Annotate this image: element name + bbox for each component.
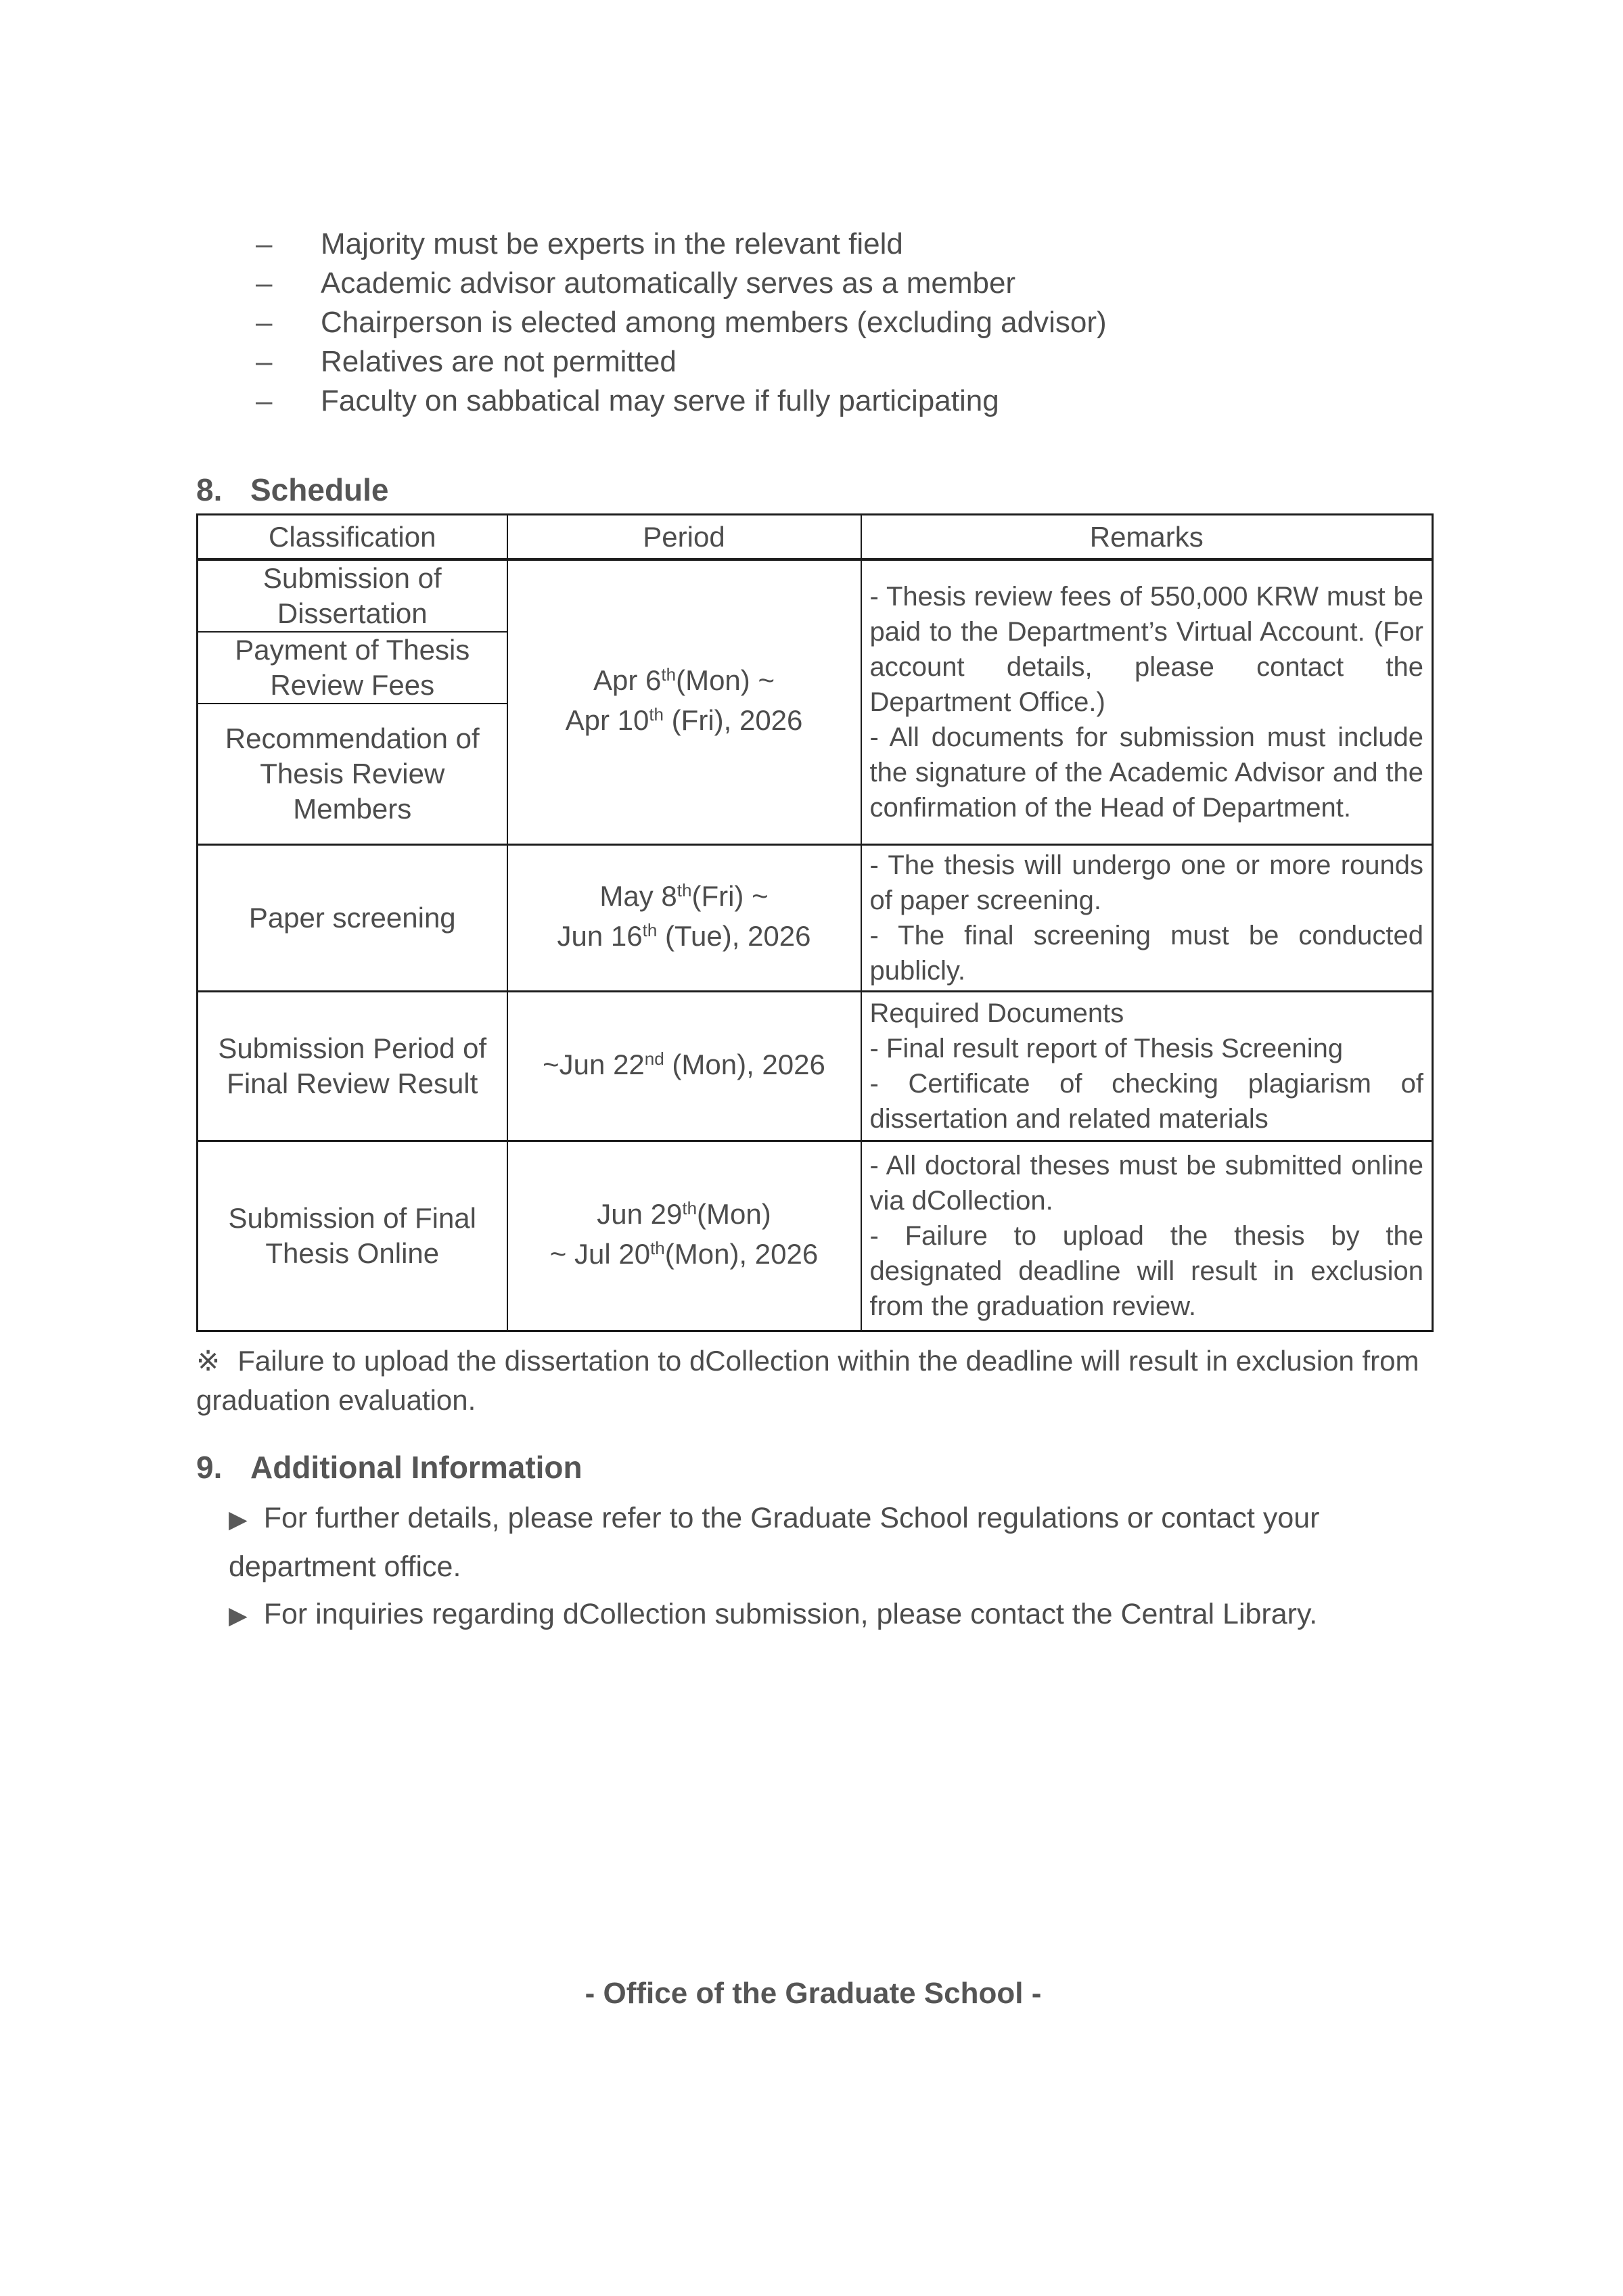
additional-info-item bbox=[196, 1494, 1430, 1590]
table-row bbox=[198, 992, 1433, 1141]
dcollection-deadline-note bbox=[196, 1341, 1430, 1420]
list-item bbox=[196, 303, 1430, 342]
list-item bbox=[196, 264, 1430, 303]
schedule-table bbox=[196, 513, 1434, 1332]
criteria-bullet-list bbox=[196, 225, 1430, 421]
table-row bbox=[198, 845, 1433, 992]
list-item bbox=[196, 382, 1430, 421]
remarks-cell bbox=[861, 1141, 1433, 1331]
remarks-cell bbox=[861, 992, 1433, 1141]
remark-paragraph: - All documents for submission must include the signature of the Academic Advisor and the confirmation of the Head of Department. bbox=[869, 722, 1423, 823]
period-line: Jun 29th(Mon) bbox=[597, 1198, 771, 1230]
section-number: 9. bbox=[196, 1450, 223, 1485]
classification-cell: Submission of Final Thesis Online bbox=[198, 1141, 507, 1331]
period-cell bbox=[507, 1141, 861, 1331]
period-cell bbox=[507, 992, 861, 1141]
right-triangle-bullet-icon: ▶ bbox=[229, 1505, 248, 1533]
bullet-text: Relatives are not permitted bbox=[321, 345, 677, 378]
period-cell bbox=[507, 559, 861, 845]
remark-paragraph: - Certificate of checking plagiarism of dissertation and related materials bbox=[869, 1069, 1423, 1134]
section-number: 8. bbox=[196, 472, 223, 507]
schedule-section-heading bbox=[196, 472, 1430, 507]
section-title: Schedule bbox=[250, 472, 389, 507]
ordinal-superscript: th bbox=[642, 920, 658, 940]
classification-cell: Recommendation of Thesis Review Members bbox=[198, 704, 507, 845]
remark-paragraph: - Final result report of Thesis Screening bbox=[869, 1034, 1344, 1063]
period-line: Apr 6th(Mon) ~ bbox=[593, 664, 775, 696]
remarks-cell bbox=[861, 559, 1433, 845]
classification-cell: Submission of Dissertation bbox=[198, 559, 507, 632]
ordinal-superscript: th bbox=[682, 1198, 698, 1218]
dash-bullet-icon: – bbox=[256, 306, 273, 339]
column-header-period: Period bbox=[507, 515, 861, 560]
reference-mark-icon: ※ bbox=[196, 1345, 221, 1377]
additional-section-heading bbox=[196, 1450, 1430, 1485]
period-cell bbox=[507, 845, 861, 992]
info-text: For inquiries regarding dCollection submission, please contact the Central Library. bbox=[263, 1598, 1318, 1630]
dash-bullet-icon: – bbox=[256, 267, 273, 300]
classification-cell: Paper screening bbox=[198, 845, 507, 992]
period-line: ~Jun 22nd (Mon), 2026 bbox=[543, 1048, 825, 1080]
period-line: May 8th(Fri) ~ bbox=[599, 880, 769, 912]
remark-paragraph: - Failure to upload the thesis by the designated deadline will result in exclusion from the graduation review. bbox=[869, 1221, 1423, 1321]
bullet-text: Chairperson is elected among members (excluding advisor) bbox=[321, 306, 1107, 339]
ordinal-superscript: nd bbox=[644, 1048, 664, 1069]
dash-bullet-icon: – bbox=[256, 227, 273, 260]
ordinal-superscript: th bbox=[650, 1238, 665, 1258]
info-text: For further details, please refer to the Graduate School regulations or contact your department office. bbox=[229, 1502, 1320, 1583]
column-header-classification: Classification bbox=[198, 515, 507, 560]
dash-bullet-icon: – bbox=[256, 345, 273, 378]
table-row bbox=[198, 1141, 1433, 1331]
column-header-remarks: Remarks bbox=[861, 515, 1433, 560]
page-content bbox=[196, 225, 1430, 2011]
bullet-text: Faculty on sabbatical may serve if fully participating bbox=[321, 384, 999, 417]
table-row bbox=[198, 559, 1433, 632]
section-title: Additional Information bbox=[250, 1450, 582, 1485]
remark-paragraph: - All doctoral theses must be submitted online via dCollection. bbox=[869, 1151, 1423, 1216]
additional-info-item bbox=[196, 1590, 1430, 1639]
remark-paragraph: - The final screening must be conducted publicly. bbox=[869, 921, 1423, 986]
period-line: ~ Jul 20th(Mon), 2026 bbox=[549, 1238, 819, 1270]
bullet-text: Majority must be experts in the relevant field bbox=[321, 227, 903, 260]
ordinal-superscript: th bbox=[661, 664, 677, 685]
ordinal-superscript: th bbox=[677, 880, 692, 900]
remark-paragraph: - The thesis will undergo one or more rounds of paper screening. bbox=[869, 850, 1423, 915]
ordinal-superscript: th bbox=[649, 704, 664, 725]
table-header-row bbox=[198, 515, 1433, 560]
remarks-cell bbox=[861, 845, 1433, 992]
list-item bbox=[196, 225, 1430, 264]
document-footer: - Office of the Graduate School - bbox=[585, 1977, 1042, 2010]
bullet-text: Academic advisor automatically serves as a member bbox=[321, 267, 1016, 300]
remark-paragraph: Required Documents bbox=[869, 998, 1124, 1028]
note-text: Failure to upload the dissertation to dCollection within the deadline will result in exclusion from graduation evaluation. bbox=[196, 1345, 1419, 1416]
remark-paragraph: - Thesis review fees of 550,000 KRW must be paid to the Department’s Virtual Account. (For account details, please contact the Department Office.) bbox=[869, 582, 1423, 717]
classification-cell: Payment of Thesis Review Fees bbox=[198, 632, 507, 704]
classification-cell: Submission Period of Final Review Result bbox=[198, 992, 507, 1141]
list-item bbox=[196, 342, 1430, 382]
period-line: Apr 10th (Fri), 2026 bbox=[565, 704, 803, 736]
right-triangle-bullet-icon: ▶ bbox=[229, 1601, 248, 1629]
period-line: Jun 16th (Tue), 2026 bbox=[557, 920, 811, 952]
dash-bullet-icon: – bbox=[256, 384, 273, 417]
